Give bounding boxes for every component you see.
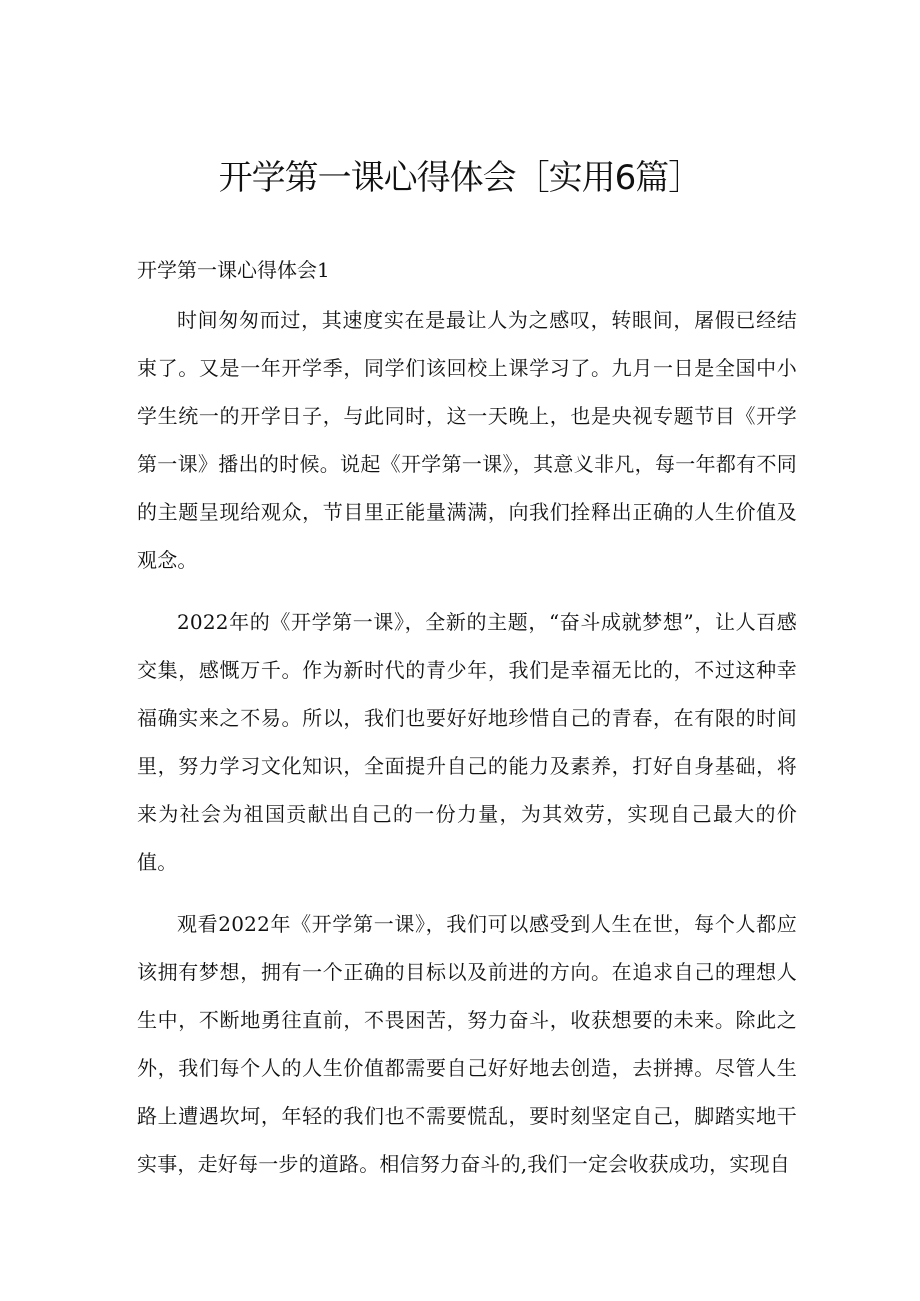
section-heading: 开学第一课心得体会1	[137, 258, 330, 282]
body-text	[137, 296, 797, 1202]
paragraph-3: 观看2022年《开学第一课》，我们可以感受到人生在世，每个人都应该拥有梦想，拥有一个正确的目标以及前进的方向。在追求自己的理想人生中，不断地勇往直前，不畏困苦，努力奋斗，收获想要的未来。除此之外，我们每个人的人生价值都需要自己好好地去创造，去拼搏。尽管人生路上遭遇坎坷，年轻的我们也不需要慌乱，要时刻坚定自己，脚踏实地干实事，走好每一步的道路。相信努力奋斗的,我们一定会收获成功，实现自	[137, 912, 797, 1176]
document-title: 开学第一课心得体会［实用6篇］	[218, 158, 702, 198]
paragraph-2: 2022年的《开学第一课》，全新的主题，“奋斗成就梦想”，让人百感交集，感慨万千。作为新时代的青少年，我们是幸福无比的，不过这种幸福确实来之不易。所以，我们也要好好地珍惜自己的青春，在有限的时间里，努力学习文化知识，全面提升自己的能力及素养，打好自身基础，将来为社会为祖国贡献出自己的一份力量，为其效劳，实现自己最大的价值。	[137, 610, 797, 874]
paragraph-1: 时间匆匆而过，其速度实在是最让人为之感叹，转眼间，屠假已经结束了。又是一年开学季，同学们该回校上课学习了。九月一日是全国中小学生统一的开学日子，与此同时，这一天晚上，也是央视专题节目《开学第一课》播出的时候。说起《开学第一课》，其意义非凡，每一年都有不同的主题呈现给观众，节目里正能量满满，向我们拴释出正确的人生价值及观念。	[137, 308, 797, 572]
